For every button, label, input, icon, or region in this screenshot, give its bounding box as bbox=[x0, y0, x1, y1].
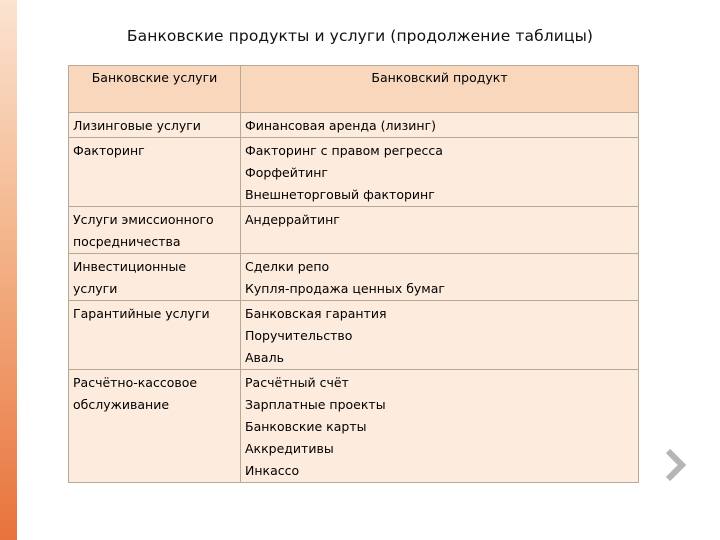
header-services: Банковские услуги bbox=[69, 66, 241, 113]
table-row bbox=[69, 370, 639, 483]
product-item: Инкассо bbox=[245, 463, 300, 478]
next-slide-button[interactable] bbox=[662, 448, 688, 482]
table-row bbox=[69, 254, 639, 301]
product-item: Купля-продажа ценных бумаг bbox=[245, 281, 445, 296]
table-body bbox=[69, 113, 639, 483]
product-item: Расчётный счёт bbox=[245, 375, 349, 390]
product-cell bbox=[241, 138, 639, 207]
table-row bbox=[69, 301, 639, 370]
service-label: Лизинговые услуги bbox=[73, 118, 201, 133]
service-cell bbox=[69, 138, 241, 207]
service-label: Гарантийные услуги bbox=[73, 306, 210, 321]
product-cell bbox=[241, 113, 639, 138]
table-header-row bbox=[69, 66, 639, 113]
products-table bbox=[68, 65, 639, 483]
service-label: посредничества bbox=[73, 234, 181, 249]
service-label: услуги bbox=[73, 281, 118, 296]
product-item: Факторинг с правом регресса bbox=[245, 143, 443, 158]
service-cell bbox=[69, 113, 241, 138]
product-item: Банковская гарантия bbox=[245, 306, 387, 321]
service-label: обслуживание bbox=[73, 397, 170, 412]
product-cell bbox=[241, 254, 639, 301]
table-row bbox=[69, 138, 639, 207]
product-item: Форфейтинг bbox=[245, 165, 328, 180]
slide-title: Банковские продукты и услуги (продолжение таблицы) bbox=[126, 27, 594, 45]
table-row bbox=[69, 113, 639, 138]
service-cell bbox=[69, 207, 241, 254]
table-row bbox=[69, 207, 639, 254]
service-label: Расчётно-кассовое bbox=[73, 375, 198, 390]
service-cell bbox=[69, 370, 241, 483]
product-item: Андеррайтинг bbox=[245, 212, 340, 227]
product-cell bbox=[241, 370, 639, 483]
service-label: Факторинг bbox=[73, 143, 145, 158]
chevron-right-icon bbox=[662, 448, 688, 482]
product-item: Аваль bbox=[245, 350, 284, 365]
product-item: Финансовая аренда (лизинг) bbox=[245, 118, 437, 133]
service-label: Услуги эмиссионного bbox=[73, 212, 214, 227]
product-cell bbox=[241, 301, 639, 370]
header-products: Банковский продукт bbox=[241, 66, 639, 113]
product-item: Банковские карты bbox=[245, 419, 367, 434]
service-cell bbox=[69, 254, 241, 301]
service-cell bbox=[69, 301, 241, 370]
service-label: Инвестиционные bbox=[73, 259, 187, 274]
product-item: Зарплатные проекты bbox=[245, 397, 386, 412]
product-cell bbox=[241, 207, 639, 254]
product-item: Аккредитивы bbox=[245, 441, 334, 456]
product-item: Сделки репо bbox=[245, 259, 330, 274]
left-accent-bar bbox=[0, 0, 17, 540]
product-item: Внешнеторговый факторинг bbox=[245, 187, 435, 202]
product-item: Поручительство bbox=[245, 328, 353, 343]
